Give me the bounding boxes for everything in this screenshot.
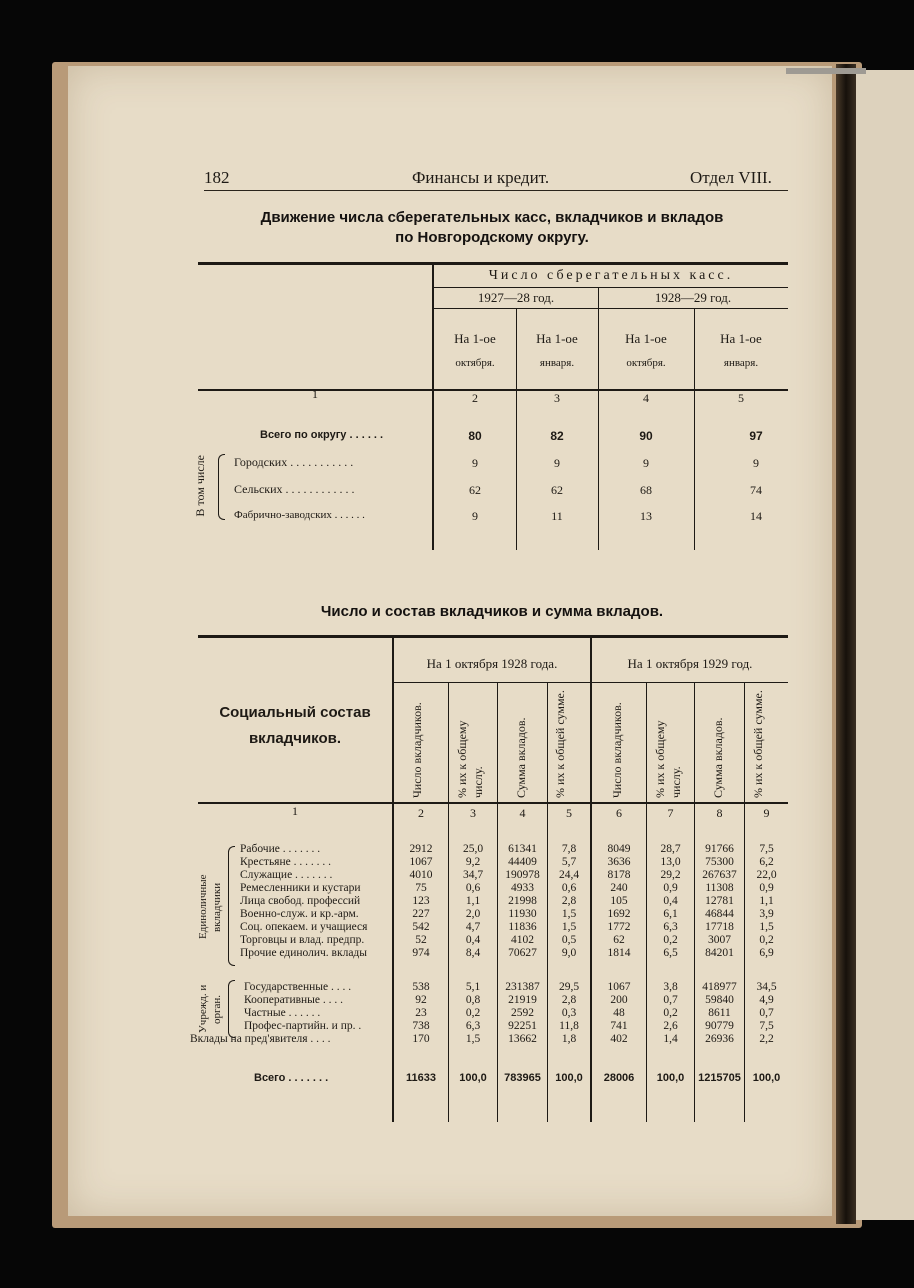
cell: 1,4 bbox=[663, 1033, 678, 1045]
cell: 7,5 bbox=[759, 1020, 774, 1032]
row-label: Государственные . . . . bbox=[244, 981, 352, 993]
cell: 1,1 bbox=[465, 895, 481, 907]
col-header-line: января. bbox=[539, 357, 575, 369]
cell: 24,4 bbox=[558, 869, 580, 881]
cell: 13662 bbox=[508, 1033, 537, 1045]
cell: 84201 bbox=[705, 947, 734, 959]
total-cell: 100,0 bbox=[656, 1072, 685, 1084]
subheader-pct-count: % их к общему числу. bbox=[455, 720, 485, 798]
cell: 62 bbox=[551, 483, 563, 497]
cell: 1772 bbox=[607, 921, 631, 933]
cell: 738 bbox=[412, 1020, 430, 1032]
cell: 97 bbox=[749, 429, 763, 443]
cell: 48 bbox=[613, 1007, 625, 1019]
cell: 90779 bbox=[705, 1020, 734, 1032]
cell: 4933 bbox=[511, 882, 534, 894]
table1-side-label: В том числе bbox=[193, 455, 207, 517]
cell: 0,2 bbox=[759, 934, 774, 946]
cell: 75300 bbox=[705, 856, 734, 868]
subheader-count: Число вкладчиков. bbox=[610, 702, 624, 798]
cell: 0,9 bbox=[759, 882, 774, 894]
cell: 8178 bbox=[607, 869, 631, 881]
cell: 92251 bbox=[508, 1020, 537, 1032]
row-label: Крестьяне . . . . . . . bbox=[240, 856, 331, 868]
cell: 0,4 bbox=[663, 895, 678, 907]
cell: 91766 bbox=[705, 843, 734, 855]
cell: 26936 bbox=[705, 1033, 734, 1045]
cell: 68 bbox=[640, 483, 652, 497]
row-header-line: Социальный состав bbox=[219, 704, 371, 721]
row-label: Военно-служ. и кр.-арм. bbox=[240, 908, 359, 920]
facing-page-edge bbox=[786, 68, 866, 74]
table1-colnum-4: 4 bbox=[643, 391, 649, 405]
cell: 123 bbox=[412, 895, 430, 907]
cell: 2912 bbox=[409, 843, 433, 855]
cell: 12781 bbox=[705, 895, 734, 907]
table1-title-line2: по Новгородскому округу. bbox=[395, 229, 589, 246]
cell: 13,0 bbox=[660, 856, 681, 868]
cell: 2,8 bbox=[561, 994, 577, 1006]
table2-colnum: 7 bbox=[667, 806, 674, 820]
cell: 2,2 bbox=[759, 1033, 774, 1045]
table1-title-line1: Движение числа сберегательных касс, вкладчиков и вкладов bbox=[260, 209, 724, 226]
cell: 6,3 bbox=[465, 1020, 481, 1032]
table2-colnum: 5 bbox=[566, 806, 572, 820]
brace-icon bbox=[228, 980, 235, 1038]
cell: 0,4 bbox=[465, 934, 481, 946]
cell: 13 bbox=[640, 509, 652, 523]
table2-row-header bbox=[198, 700, 392, 752]
table1-top-rule bbox=[198, 262, 788, 265]
row-label: Соц. опекаем. и учащиеся bbox=[240, 921, 368, 933]
cell: 2592 bbox=[511, 1007, 534, 1019]
facing-page bbox=[856, 70, 914, 1220]
cell: 0,6 bbox=[465, 882, 481, 894]
cell: 3,9 bbox=[759, 908, 774, 920]
cell: 11308 bbox=[705, 882, 734, 894]
row-label: Вклады на пред'явителя . . . . bbox=[190, 1033, 331, 1045]
subheader-sum: Сумма вкладов. bbox=[514, 717, 528, 798]
row-label: Фабрично-заводских . . . . . . bbox=[234, 509, 365, 521]
subheader-pct-count: % их к общему числу. bbox=[653, 720, 683, 798]
total-cell: 1215705 bbox=[698, 1072, 741, 1084]
col-header-line: На 1-ое bbox=[454, 331, 496, 346]
table2-colnum: 9 bbox=[763, 806, 770, 820]
cell: 1814 bbox=[607, 947, 631, 959]
cell: 46844 bbox=[705, 908, 734, 920]
cell: 5,1 bbox=[465, 981, 481, 993]
col-header-line: января. bbox=[723, 357, 759, 369]
brace-icon bbox=[218, 454, 225, 520]
cell: 2,8 bbox=[561, 895, 577, 907]
cell: 0,3 bbox=[561, 1007, 577, 1019]
cell: 0,2 bbox=[663, 1007, 678, 1019]
row-label: Рабочие . . . . . . . bbox=[240, 843, 321, 855]
row-label: Ремесленники и кустари bbox=[240, 882, 361, 894]
row-label: Торговцы и влад. предпр. bbox=[240, 934, 365, 946]
cell: 11,8 bbox=[559, 1020, 579, 1032]
total-cell: 783965 bbox=[504, 1072, 541, 1084]
cell: 61341 bbox=[508, 843, 537, 855]
cell: 4,7 bbox=[465, 921, 481, 933]
page-number: 182 bbox=[204, 168, 230, 187]
cell: 200 bbox=[610, 994, 628, 1006]
cell: 0,5 bbox=[561, 934, 577, 946]
cell: 9 bbox=[472, 456, 478, 470]
cell: 21919 bbox=[508, 994, 537, 1006]
cell: 74 bbox=[750, 483, 762, 497]
cell: 62 bbox=[613, 934, 625, 946]
cell: 1,5 bbox=[465, 1033, 481, 1045]
table2-colnum: 2 bbox=[418, 806, 424, 820]
row-label: Всего по округу . . . . . . bbox=[260, 429, 384, 441]
cell: 22,0 bbox=[756, 869, 777, 881]
cell: 21998 bbox=[508, 895, 537, 907]
col-header-line: октября. bbox=[626, 357, 666, 369]
subheader-count: Число вкладчиков. bbox=[410, 702, 424, 798]
cell: 974 bbox=[412, 947, 430, 959]
row-label: Частные . . . . . . bbox=[244, 1007, 321, 1019]
cell: 80 bbox=[468, 429, 482, 443]
table2-colnum: 1 bbox=[292, 804, 298, 818]
cell: 25,0 bbox=[462, 843, 484, 855]
cell: 0,8 bbox=[465, 994, 481, 1006]
table2-colnum: 4 bbox=[519, 806, 526, 820]
cell: 6,3 bbox=[663, 921, 678, 933]
cell: 9 bbox=[554, 456, 560, 470]
table2-group1-label: Единоличные вкладчики bbox=[197, 874, 223, 940]
total-cell: 28006 bbox=[603, 1072, 635, 1084]
table2-colnum: 6 bbox=[616, 806, 622, 820]
table1-col-header-4 bbox=[598, 327, 694, 375]
cell: 231387 bbox=[505, 981, 540, 993]
cell: 0,2 bbox=[663, 934, 678, 946]
row-label: Прочие единолич. вклады bbox=[240, 947, 367, 959]
cell: 62 bbox=[469, 483, 481, 497]
total-cell: 100,0 bbox=[555, 1072, 583, 1084]
cell: 3007 bbox=[708, 934, 731, 946]
cell: 28,7 bbox=[660, 843, 681, 855]
table1-year1: 1927—28 год. bbox=[477, 290, 555, 305]
cell: 6,9 bbox=[759, 947, 774, 959]
table1-colnum-2: 2 bbox=[472, 391, 478, 405]
total-cell: 100,0 bbox=[459, 1072, 487, 1084]
row-label: Профес-партийн. и пр. . bbox=[244, 1020, 362, 1032]
cell: 82 bbox=[550, 429, 564, 443]
cell: 0,7 bbox=[663, 994, 678, 1006]
cell: 9 bbox=[753, 456, 759, 470]
brace-icon bbox=[228, 846, 235, 966]
cell: 240 bbox=[610, 882, 628, 894]
cell: 4102 bbox=[511, 934, 534, 946]
cell: 7,5 bbox=[759, 843, 774, 855]
table1-col-header-5 bbox=[694, 327, 788, 375]
cell: 8049 bbox=[607, 843, 631, 855]
subheader-pct-sum: % их к общей сумме. bbox=[553, 690, 567, 798]
cell: 267637 bbox=[702, 869, 737, 881]
cell: 2,6 bbox=[663, 1020, 678, 1032]
table2-date1: На 1 октября 1928 года. bbox=[426, 656, 558, 671]
row-label: Сельских . . . . . . . . . . . . bbox=[234, 482, 355, 496]
book-spine bbox=[836, 64, 856, 1224]
table1-col-header-2 bbox=[434, 327, 516, 375]
table1-vrule-1 bbox=[432, 265, 434, 550]
total-label: Всего . . . . . . . bbox=[254, 1072, 329, 1084]
total-cell: 11633 bbox=[406, 1072, 436, 1084]
cell: 34,7 bbox=[462, 869, 484, 881]
subheader-sum: Сумма вкладов. bbox=[711, 717, 725, 798]
cell: 14 bbox=[750, 509, 762, 523]
cell: 0,7 bbox=[759, 1007, 774, 1019]
cell: 17718 bbox=[705, 921, 734, 933]
cell: 52 bbox=[415, 934, 427, 946]
cell: 0,6 bbox=[561, 882, 577, 894]
cell: 3,8 bbox=[663, 981, 678, 993]
col-header-line: На 1-ое bbox=[536, 331, 578, 346]
cell: 1067 bbox=[409, 856, 433, 868]
cell: 1,5 bbox=[561, 921, 577, 933]
cell: 1,5 bbox=[561, 908, 577, 920]
row-label: Лица свобод. профессий bbox=[240, 895, 361, 907]
table1-col-header-3 bbox=[516, 327, 598, 375]
table2-colnum: 3 bbox=[470, 806, 476, 820]
row-label: Городских . . . . . . . . . . . bbox=[234, 455, 354, 469]
cell: 11 bbox=[551, 509, 563, 523]
cell: 23 bbox=[415, 1007, 427, 1019]
table2-top-rule bbox=[198, 635, 788, 638]
cell: 0,2 bbox=[465, 1007, 481, 1019]
cell: 8611 bbox=[708, 1007, 731, 1019]
cell: 90 bbox=[639, 429, 653, 443]
cell: 170 bbox=[412, 1033, 430, 1045]
cell: 402 bbox=[610, 1033, 628, 1045]
header-rule bbox=[204, 190, 788, 191]
cell: 59840 bbox=[705, 994, 734, 1006]
table1-colnum-1: 1 bbox=[312, 387, 318, 401]
cell: 5,7 bbox=[561, 856, 577, 868]
cell: 741 bbox=[610, 1020, 628, 1032]
cell: 105 bbox=[610, 895, 628, 907]
cell: 227 bbox=[412, 908, 430, 920]
cell: 75 bbox=[415, 882, 427, 894]
section-label: Отдел VIII. bbox=[690, 168, 772, 187]
cell: 29,5 bbox=[558, 981, 580, 993]
cell: 9,0 bbox=[561, 947, 577, 959]
cell: 542 bbox=[412, 921, 430, 933]
table2-title: Число и состав вкладчиков и сумма вкладов. bbox=[320, 603, 664, 620]
table1-rule-year bbox=[434, 308, 788, 309]
table1-year2: 1928—29 год. bbox=[654, 290, 732, 305]
table1-colnum-5: 5 bbox=[738, 391, 744, 405]
row-label: Кооперативные . . . . bbox=[244, 994, 344, 1006]
cell: 7,8 bbox=[561, 843, 577, 855]
cell: 418977 bbox=[702, 981, 737, 993]
table1-group-header: Число сберегательных касс. bbox=[488, 268, 734, 283]
cell: 11836 bbox=[508, 921, 537, 933]
cell: 11930 bbox=[508, 908, 537, 920]
cell: 9 bbox=[472, 509, 478, 523]
cell: 1692 bbox=[607, 908, 631, 920]
table2-group2-label: Учрежд. и орган. bbox=[197, 984, 223, 1034]
cell: 6,2 bbox=[759, 856, 774, 868]
cell: 538 bbox=[412, 981, 430, 993]
cell: 3636 bbox=[607, 856, 631, 868]
cell: 4010 bbox=[409, 869, 433, 881]
row-header-line: вкладчиков. bbox=[248, 730, 342, 747]
cell: 2,0 bbox=[465, 908, 481, 920]
cell: 44409 bbox=[508, 856, 537, 868]
subheader-pct-sum: % их к общей сумме. bbox=[751, 690, 765, 798]
running-title: Финансы и кредит. bbox=[412, 168, 550, 187]
total-cell: 100,0 bbox=[752, 1072, 781, 1084]
table2-colnum: 8 bbox=[716, 806, 723, 820]
cell: 1,1 bbox=[759, 895, 774, 907]
col-header-line: На 1-ое bbox=[625, 331, 667, 346]
table2-date2: На 1 октября 1929 год. bbox=[627, 656, 753, 671]
cell: 29,2 bbox=[660, 869, 681, 881]
col-header-line: октября. bbox=[455, 357, 495, 369]
cell: 6,5 bbox=[663, 947, 678, 959]
cell: 34,5 bbox=[756, 981, 777, 993]
cell: 70627 bbox=[508, 947, 537, 959]
cell: 1,5 bbox=[759, 921, 774, 933]
cell: 9,2 bbox=[465, 856, 481, 868]
col-header-line: На 1-ое bbox=[720, 331, 762, 346]
cell: 8,4 bbox=[465, 947, 481, 959]
cell: 92 bbox=[415, 994, 427, 1006]
cell: 1067 bbox=[607, 981, 631, 993]
cell: 9 bbox=[643, 456, 649, 470]
row-label: Служащие . . . . . . . bbox=[240, 869, 333, 881]
cell: 1,8 bbox=[561, 1033, 577, 1045]
cell: 4,9 bbox=[759, 994, 774, 1006]
cell: 6,1 bbox=[663, 908, 678, 920]
cell: 190978 bbox=[505, 869, 540, 881]
cell: 0,9 bbox=[663, 882, 678, 894]
table1-rule-group bbox=[434, 287, 788, 288]
table1-colnum-3: 3 bbox=[554, 391, 560, 405]
